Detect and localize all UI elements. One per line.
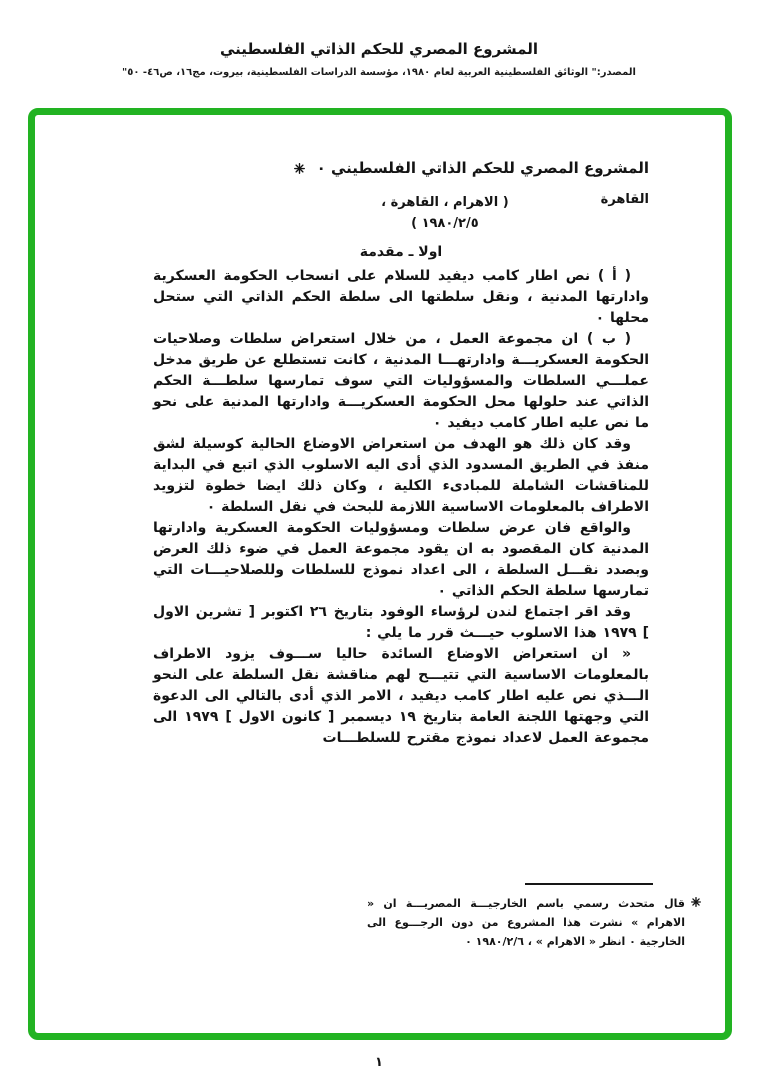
document-frame (28, 108, 732, 1040)
byline-city: القاهرة (600, 191, 649, 207)
paragraph: وقد اقر اجتماع لندن لرؤساء الوفود بتاريخ ٢٦ اكتوبر [ تشرين الاول ] ١٩٧٩ هذا الاسلوب حيـــث قرر ما يلي : (153, 603, 649, 641)
footnote (367, 894, 701, 951)
paragraph: ( أ ) نص اطار كامب ديفيد للسلام على انسحاب الحكومة العسكرية وادارتها المدنية ، ونقل سلطتها الى سلطة الحكم الذاتي التي ستحل محلها ٠ (153, 267, 649, 326)
byline (153, 192, 649, 234)
asterisk-icon (691, 894, 701, 913)
document-title-line (153, 159, 649, 178)
footnote-block (367, 883, 701, 951)
paragraph: وقد كان ذلك هو الهدف من استعراض الاوضاع الحالية كوسيلة لشق منفذ في الطريق المسدود الذي أدى اليه الاسلوب الذي اتبع في البداية للمناقشات الشاملة للمبادىء الكلية ، وكان ذلك ايضا خطوة لتزويد الاطراف بالمعلومات الاساسية اللازمة للبحث في نقل السلطة ٠ (153, 435, 649, 515)
document-content (35, 115, 725, 749)
byline-reference-line2: ١٩٨٠/٢/٥ ) (411, 215, 479, 231)
document-title: المشروع المصري للحكم الذاتي الفلسطيني ٠ (316, 159, 649, 177)
paragraph: والواقع فان عرض سلطات ومسؤوليات الحكومة العسكرية وادارتها المدنية كان المقصود به ان يقود مجموعة العمل في ضوء ذلك العرض وبصدد نقـــل السلطة ، الى اعداد نموذج للسلطات وللصلاحيـــات التي تمارسها سلطة الحكم الذاتي ٠ (153, 519, 649, 599)
paragraph: ( ب ) ان مجموعة العمل ، من خلال استعراض سلطات وصلاحيات الحكومة العسكريـــة وادارتهـــا المدنية ، كانت تستطلع عن طريق مدخل عملـــي السلطات والمسؤوليات التي سوف تمارسها سلطـــة الحكم الذاتي عند حلولها محل الحكومة العسكريـــة وادارتها المدنية على نحو ما نص عليه اطار كامب ديفيد ٠ (153, 330, 649, 431)
page-number: ١ (375, 1055, 383, 1070)
byline-reference (381, 192, 509, 234)
page-title: المشروع المصري للحكم الذاتي الفلسطيني (219, 40, 538, 58)
page-header (0, 40, 758, 78)
paragraph: « ان استعراض الاوضاع السائدة حاليا ســـوف يزود الاطراف بالمعلومات الاساسية التي تتيـــح لهم مناقشة نقل السلطة على النحو الـــذي نص عليه اطار كامب ديفيد ، الامر الذي أدى بالتالي الى الدعوة التي وجهتها اللجنة العامة بتاريخ ١٩ ديسمبر [ كانون الاول ] ١٩٧٩ الى مجموعة العمل لاعداد نموذج مقترح للسلطـــات (153, 645, 650, 746)
footnote-separator (525, 883, 653, 885)
document-paragraphs (153, 266, 649, 749)
byline-reference-line1: ( الاهرام ، القاهرة ، (381, 194, 509, 210)
section-heading: اولا ـ مقدمة (359, 243, 443, 260)
footnote-text: قال متحدث رسمي باسم الخارجيـــة المصريـــة ان « الاهرام » نشرت هذا المشروع من دون الرجـــوع الى الخارجية ٠ انظر « الاهرام » ، ١٩٨٠/٢/٦ ٠ (367, 897, 685, 948)
asterisk-icon (294, 160, 310, 178)
source-citation: المصدر:" الوثائق الفلسطينية العربية لعام ١٩٨٠، مؤسسة الدراسات الفلسطينية، بيروت، مج١٦، ص٤٦- ٥٠" (122, 67, 636, 78)
